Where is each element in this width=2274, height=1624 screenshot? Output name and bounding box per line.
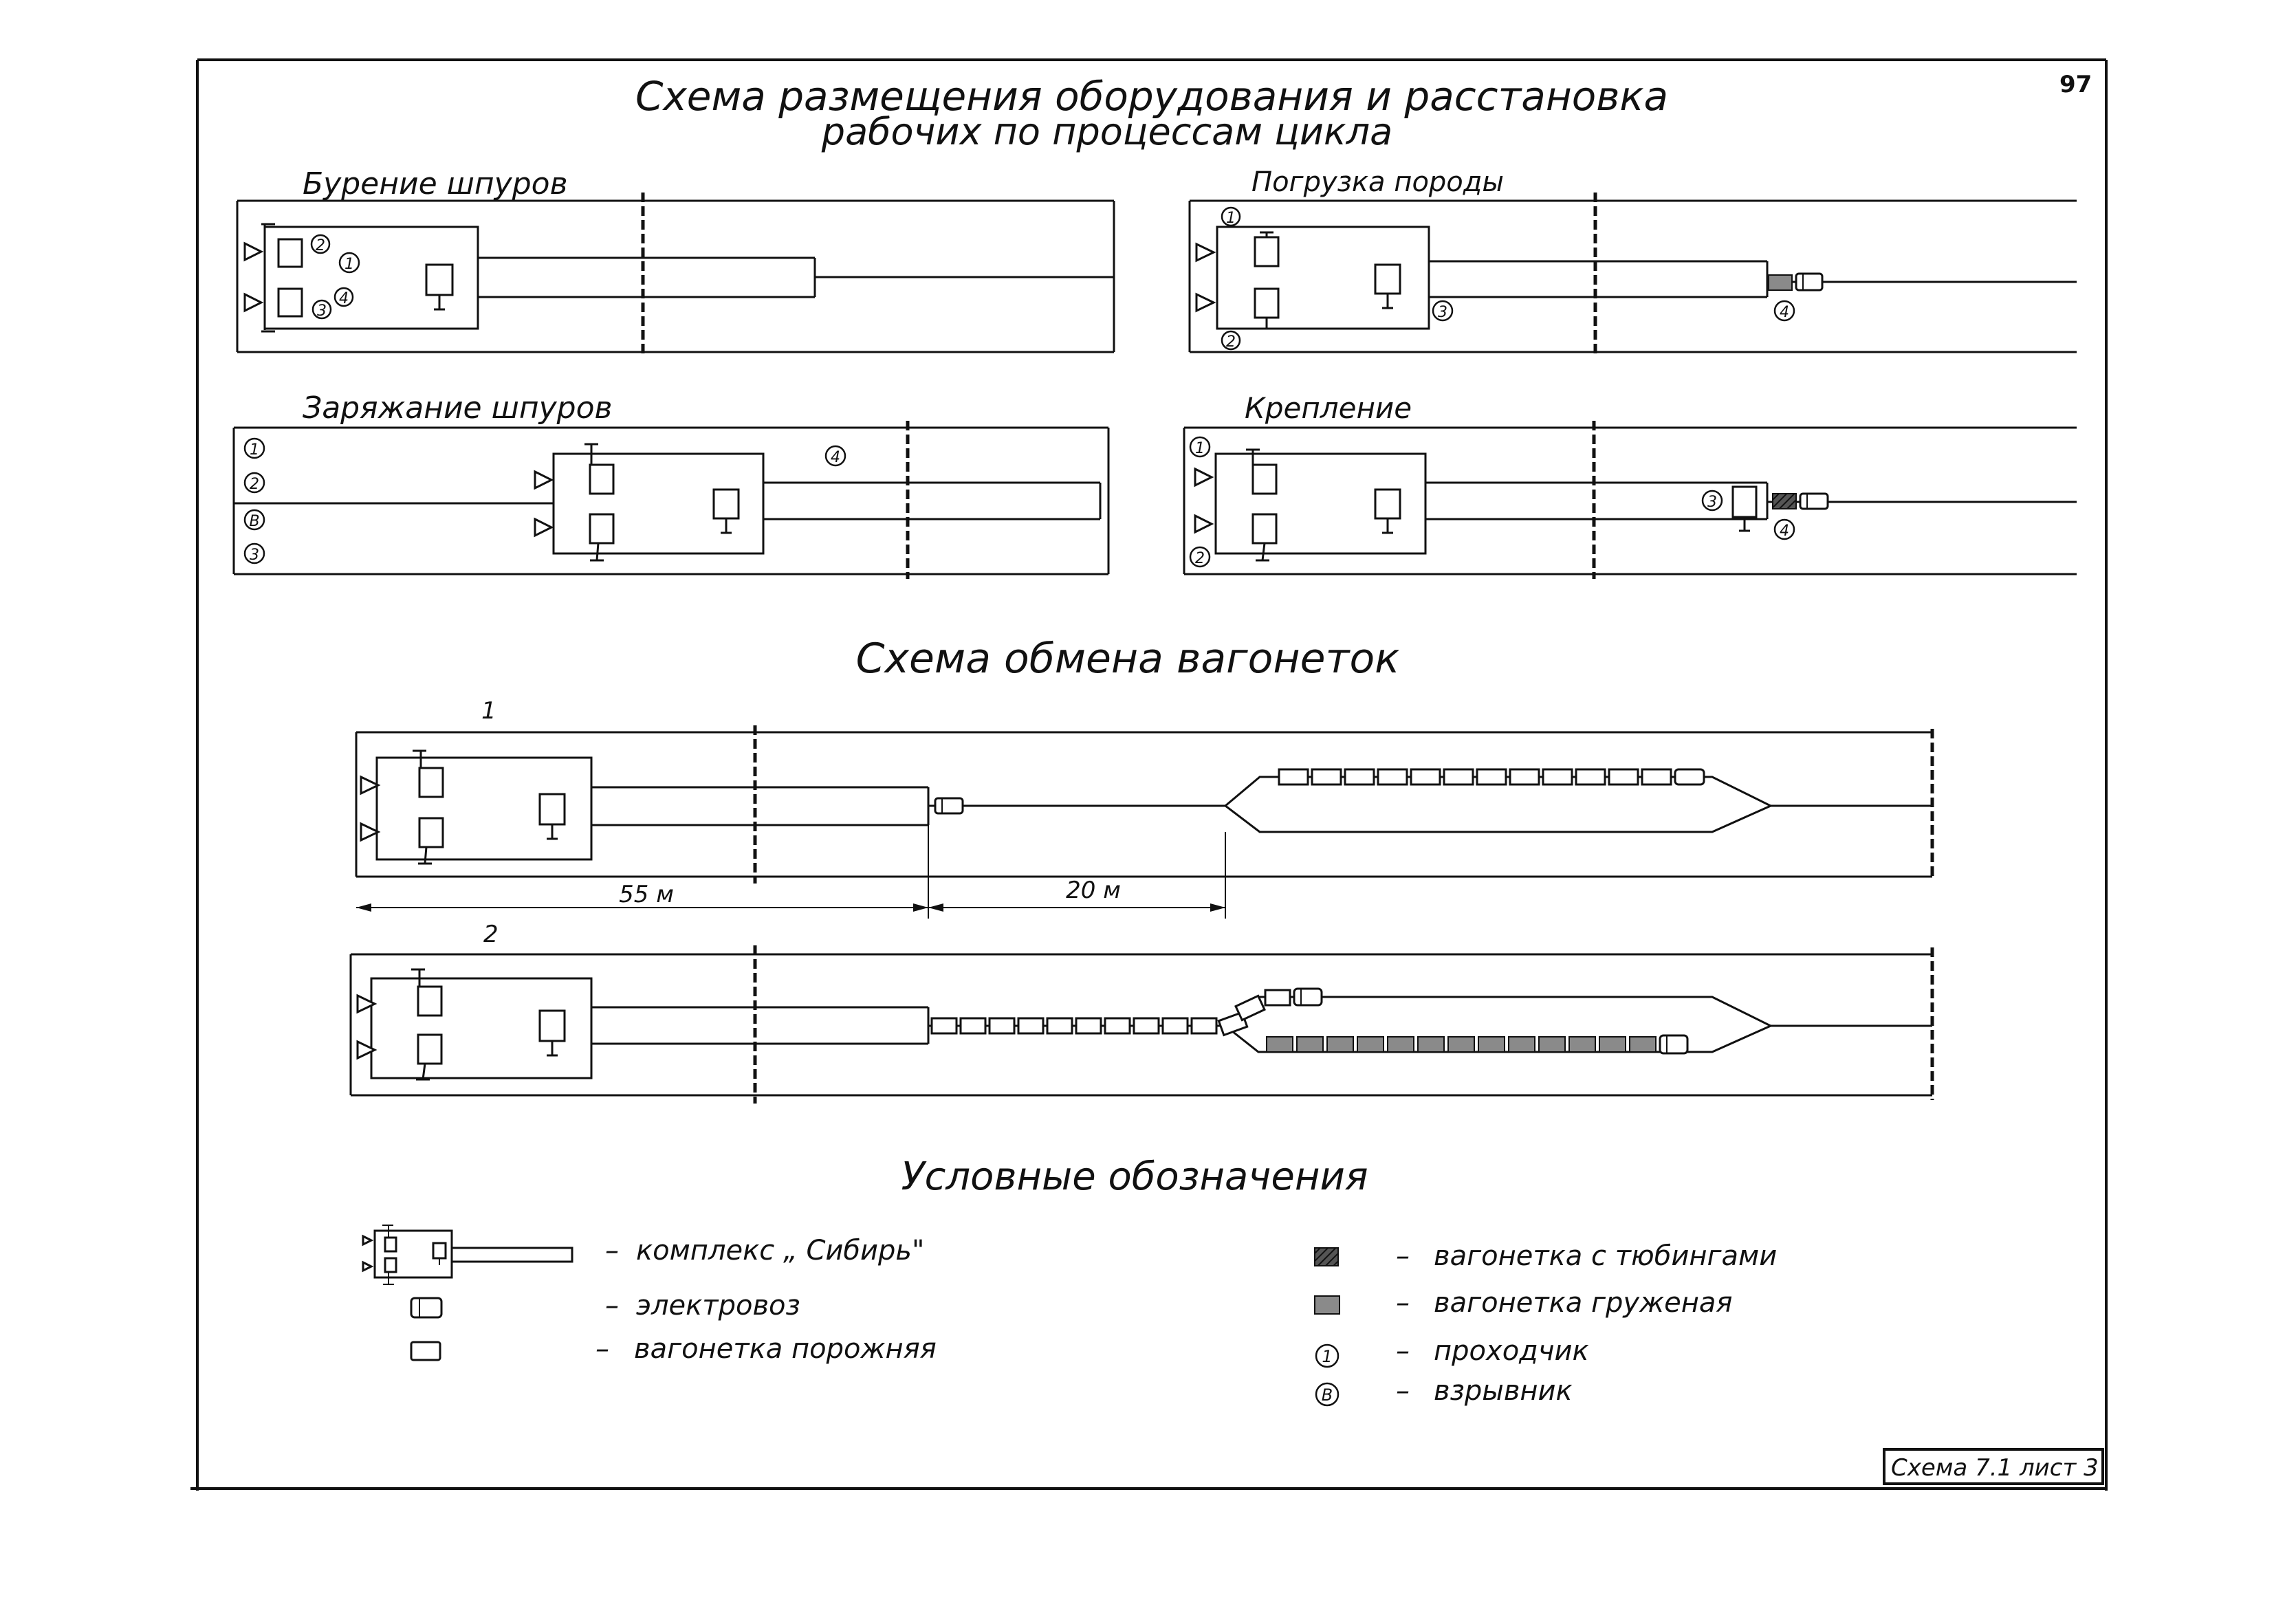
loaded-wagon-train bbox=[1267, 1035, 1687, 1053]
locomotive-icon bbox=[411, 1298, 441, 1317]
marker-support-2: 2 bbox=[1195, 550, 1205, 567]
legend-title: Условные обозначения bbox=[901, 1154, 1368, 1199]
panel-title-loading: Погрузка породы bbox=[1251, 166, 1505, 198]
marker-support-4: 4 bbox=[1780, 523, 1789, 540]
marker-charge-1: 1 bbox=[250, 441, 259, 459]
legend-miner-number: 1 bbox=[1322, 1347, 1333, 1366]
legend-label-empty-wagon: вагонетка порожняя bbox=[634, 1333, 937, 1365]
marker-drill-4: 4 bbox=[339, 290, 349, 307]
panel-title-charging: Заряжание шпуров bbox=[303, 391, 613, 426]
scheme-1-label: 1 bbox=[481, 697, 496, 725]
marker-support-3: 3 bbox=[1707, 494, 1717, 511]
marker-load-4: 4 bbox=[1780, 304, 1789, 321]
legend-label-miner: проходчик bbox=[1434, 1335, 1589, 1367]
legend-complex bbox=[363, 1225, 924, 1284]
dimension-55m: 55 м bbox=[619, 881, 674, 908]
legend-dash-3: – bbox=[595, 1333, 609, 1365]
panel-support bbox=[1184, 391, 2077, 579]
legend-label-tubing-wagon: вагонетка с тюбингами bbox=[1434, 1240, 1778, 1272]
marker-charge-B: В bbox=[249, 513, 260, 530]
legend-label-locomotive: электровоз bbox=[636, 1290, 800, 1321]
legend-dash-7: – bbox=[1396, 1375, 1410, 1407]
legend-dash-1: – bbox=[605, 1235, 619, 1266]
legend-label-complex: комплекс „ Сибирь" bbox=[636, 1235, 925, 1266]
complex-icon bbox=[363, 1225, 572, 1284]
legend-empty-wagon bbox=[411, 1333, 937, 1365]
legend-dash-2: – bbox=[605, 1290, 619, 1321]
exchange-title: Схема обмена вагонеток bbox=[855, 635, 1400, 683]
loaded-wagon-icon bbox=[1315, 1296, 1340, 1314]
page-title-line1: Схема размещения оборудования и расстановка bbox=[635, 73, 1669, 120]
marker-drill-1: 1 bbox=[345, 256, 354, 273]
legend-loaded-wagon bbox=[1315, 1287, 1732, 1319]
empty-wagon-icon bbox=[411, 1342, 440, 1360]
panel-charging bbox=[234, 391, 1108, 579]
marker-load-1: 1 bbox=[1226, 210, 1236, 227]
legend-label-loaded-wagon: вагонетка груженая bbox=[1434, 1287, 1733, 1319]
marker-support-1: 1 bbox=[1195, 440, 1205, 457]
stamp-box bbox=[1884, 1449, 2103, 1484]
legend-dash-5: – bbox=[1396, 1287, 1410, 1319]
legend-blaster-letter: В bbox=[1321, 1385, 1333, 1405]
scheme-2-label: 2 bbox=[483, 921, 499, 948]
legend-label-blaster: взрывник bbox=[1434, 1375, 1573, 1407]
exchange-scheme-1 bbox=[356, 697, 1932, 919]
empty-wagon-train-2 bbox=[932, 989, 1322, 1035]
page-title-line2: рабочих по процессам цикла bbox=[821, 110, 1393, 153]
panel-drilling bbox=[237, 166, 1114, 358]
marker-load-3: 3 bbox=[1438, 304, 1447, 321]
panel-title-drilling: Бурение шпуров bbox=[303, 166, 568, 201]
dimension-20m: 20 м bbox=[1066, 877, 1121, 904]
legend-blaster bbox=[1316, 1375, 1573, 1407]
marker-charge-4: 4 bbox=[831, 449, 840, 466]
marker-charge-3: 3 bbox=[250, 547, 259, 564]
legend-tubing-wagon bbox=[1315, 1240, 1777, 1272]
legend-locomotive bbox=[411, 1290, 800, 1321]
marker-load-2: 2 bbox=[1226, 333, 1236, 351]
page-number: 97 bbox=[2059, 71, 2092, 98]
panel-loading bbox=[1190, 166, 2077, 358]
legend-miner bbox=[1316, 1335, 1589, 1367]
miner-icon bbox=[1316, 1345, 1338, 1367]
legend-dash-6: – bbox=[1396, 1335, 1410, 1367]
marker-drill-3: 3 bbox=[317, 303, 327, 320]
blaster-icon bbox=[1316, 1383, 1338, 1405]
exchange-scheme-2 bbox=[351, 921, 1932, 1104]
marker-drill-2: 2 bbox=[316, 237, 325, 254]
stamp-text: Схема 7.1 лист 3 bbox=[1891, 1454, 2099, 1482]
legend-dash-4: – bbox=[1396, 1240, 1410, 1272]
marker-charge-2: 2 bbox=[250, 476, 259, 493]
tubing-wagon-icon bbox=[1315, 1248, 1338, 1266]
panel-title-support: Крепление bbox=[1245, 391, 1412, 425]
